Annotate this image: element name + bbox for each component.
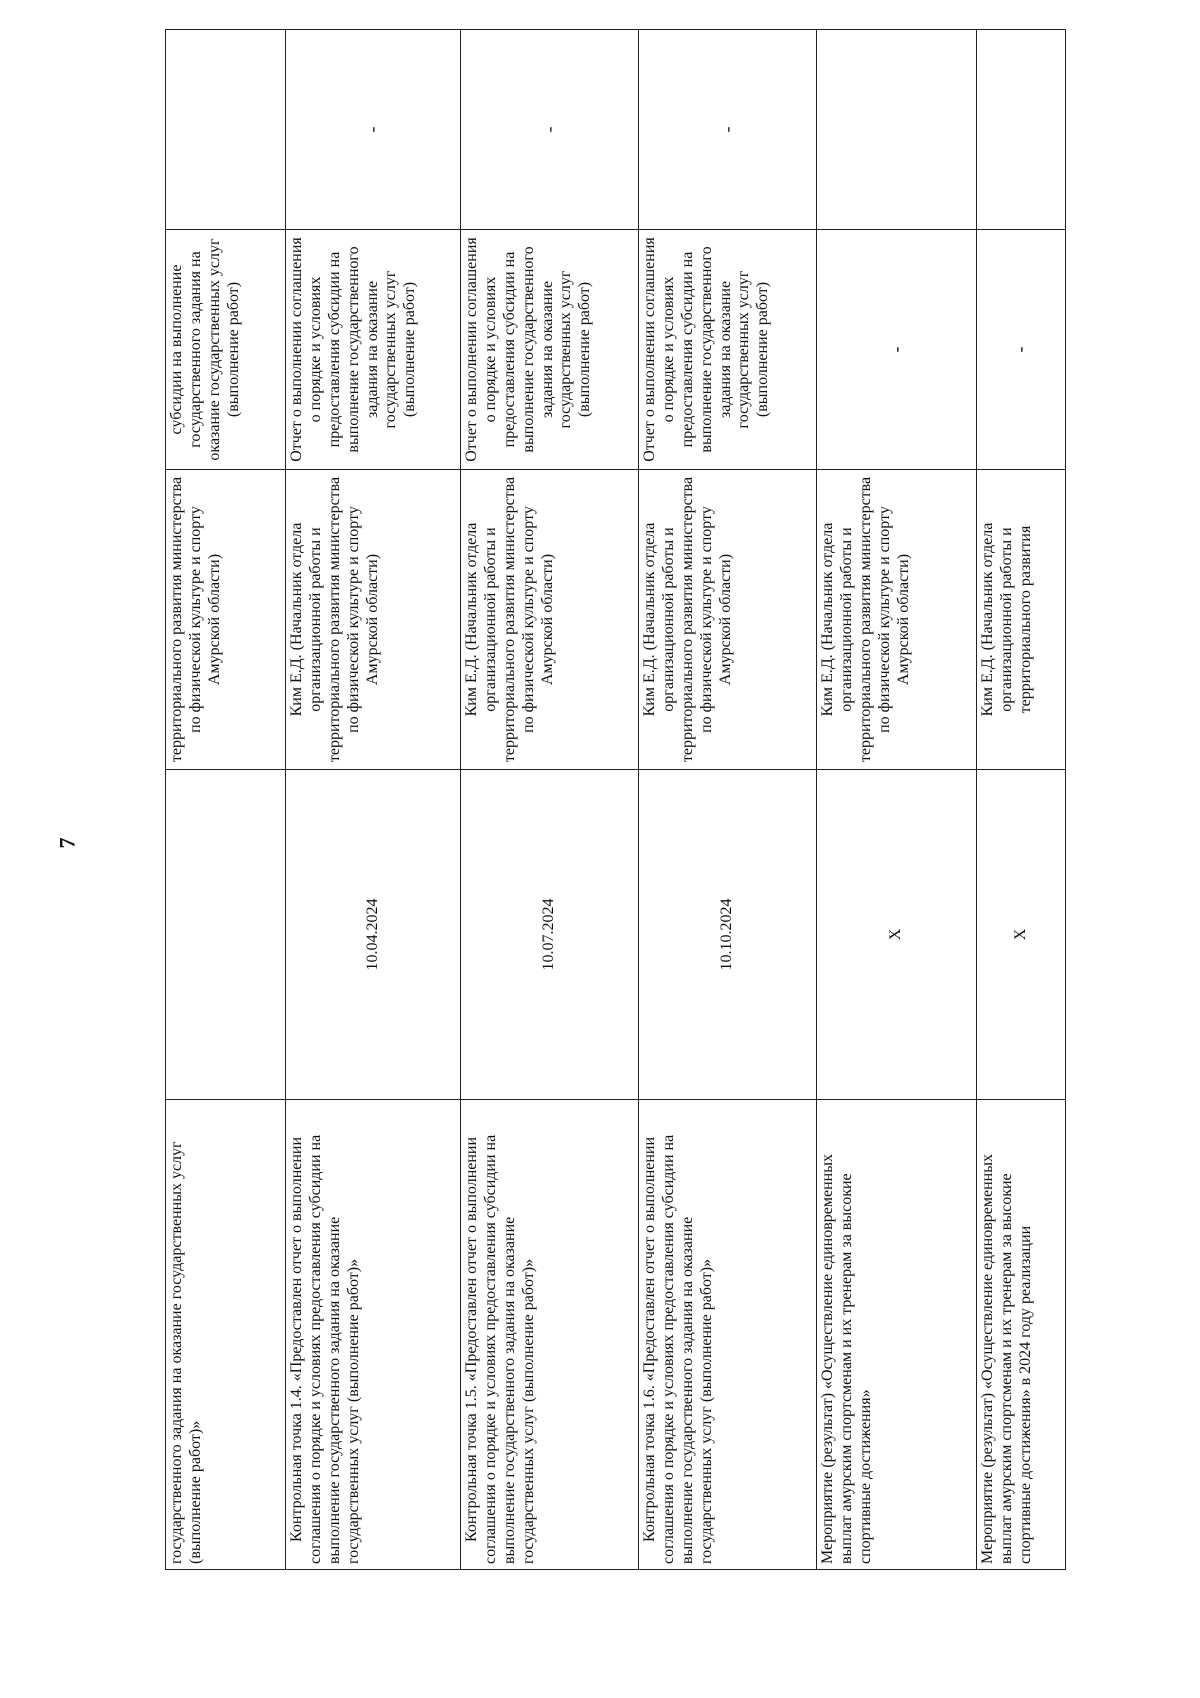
row-date: X — [977, 770, 1066, 1100]
table-row — [461, 30, 639, 1570]
row-title: Мероприятие (результат) «Осуществление единовременных выплат амурским спортсменам и их тренерам за высокие спортивные достижения» в 2024 году реализации — [977, 1100, 1066, 1570]
row-document: - — [977, 230, 1066, 470]
table-row — [639, 30, 817, 1570]
row-document: Отчет о выполнении соглашения о порядке и условиях предоставления субсидии на выполнение государственного задания на оказание государственных услуг (выполнение работ) — [639, 230, 817, 470]
table-row — [166, 30, 286, 1570]
row-info — [166, 30, 286, 230]
row-info: - — [286, 30, 461, 230]
row-responsible: Ким Е.Д. (Начальник отдела организационной работы и территориального развития министерства по физической культуре и спорту Амурской области) — [817, 470, 977, 770]
row-title: Контрольная точка 1.5. «Предоставлен отчет о выполнении соглашения о порядке и условиях предоставления субсидии на выполнение государственного задания на оказание государственных услуг (выполнение работ)» — [461, 1100, 639, 1570]
rotated-table-wrapper — [165, 30, 1065, 1570]
row-document: Отчет о выполнении соглашения о порядке и условиях предоставления субсидии на выполнение государственного задания на оказание государственных услуг (выполнение работ) — [461, 230, 639, 470]
page-number: 7 — [54, 837, 80, 849]
row-title: Контрольная точка 1.4. «Предоставлен отчет о выполнении соглашения о порядке и условиях предоставления субсидии на выполнение государственного задания на оказание государственных услуг (выполнение работ)» — [286, 1100, 461, 1570]
table-row — [977, 30, 1066, 1570]
row-document: Отчет о выполнении соглашения о порядке и условиях предоставления субсидии на выполнение государственного задания на оказание государственных услуг (выполнение работ) — [286, 230, 461, 470]
row-date: 10.04.2024 — [286, 770, 461, 1100]
row-responsible: Ким Е.Д. (Начальник отдела организационной работы и территориального развития — [977, 470, 1066, 770]
row-title: государственного задания на оказание государственных услуг (выполнение работ)» — [166, 1100, 286, 1570]
row-info — [977, 30, 1066, 230]
row-info: - — [461, 30, 639, 230]
row-document: - — [817, 230, 977, 470]
row-title: Мероприятие (результат) «Осуществление единовременных выплат амурским спортсменам и их тренерам за высокие спортивные достижения» — [817, 1100, 977, 1570]
row-responsible: Ким Е.Д. (Начальник отдела организационной работы и территориального развития министерства по физической культуре и спорту Амурской области) — [286, 470, 461, 770]
row-date: X — [817, 770, 977, 1100]
table-row — [286, 30, 461, 1570]
control-points-table — [165, 29, 1066, 1570]
row-date: 10.10.2024 — [639, 770, 817, 1100]
row-date — [166, 770, 286, 1100]
row-date: 10.07.2024 — [461, 770, 639, 1100]
row-info: - — [639, 30, 817, 230]
row-responsible: Ким Е.Д. (Начальник отдела организационной работы и территориального развития министерства по физической культуре и спорту Амурской области) — [639, 470, 817, 770]
row-title: Контрольная точка 1.6. «Предоставлен отчет о выполнении соглашения о порядке и условиях предоставления субсидии на выполнение государственного задания на оказание государственных услуг (выполнение работ)» — [639, 1100, 817, 1570]
row-responsible: территориального развития министерства по физической культуре и спорту Амурской области) — [166, 470, 286, 770]
table-row — [817, 30, 977, 1570]
row-info — [817, 30, 977, 230]
row-responsible: Ким Е.Д. (Начальник отдела организационной работы и территориального развития министерства по физической культуре и спорту Амурской области) — [461, 470, 639, 770]
row-document: субсидии на выполнение государственного задания на оказание государственных услуг (выполнение работ) — [166, 230, 286, 470]
